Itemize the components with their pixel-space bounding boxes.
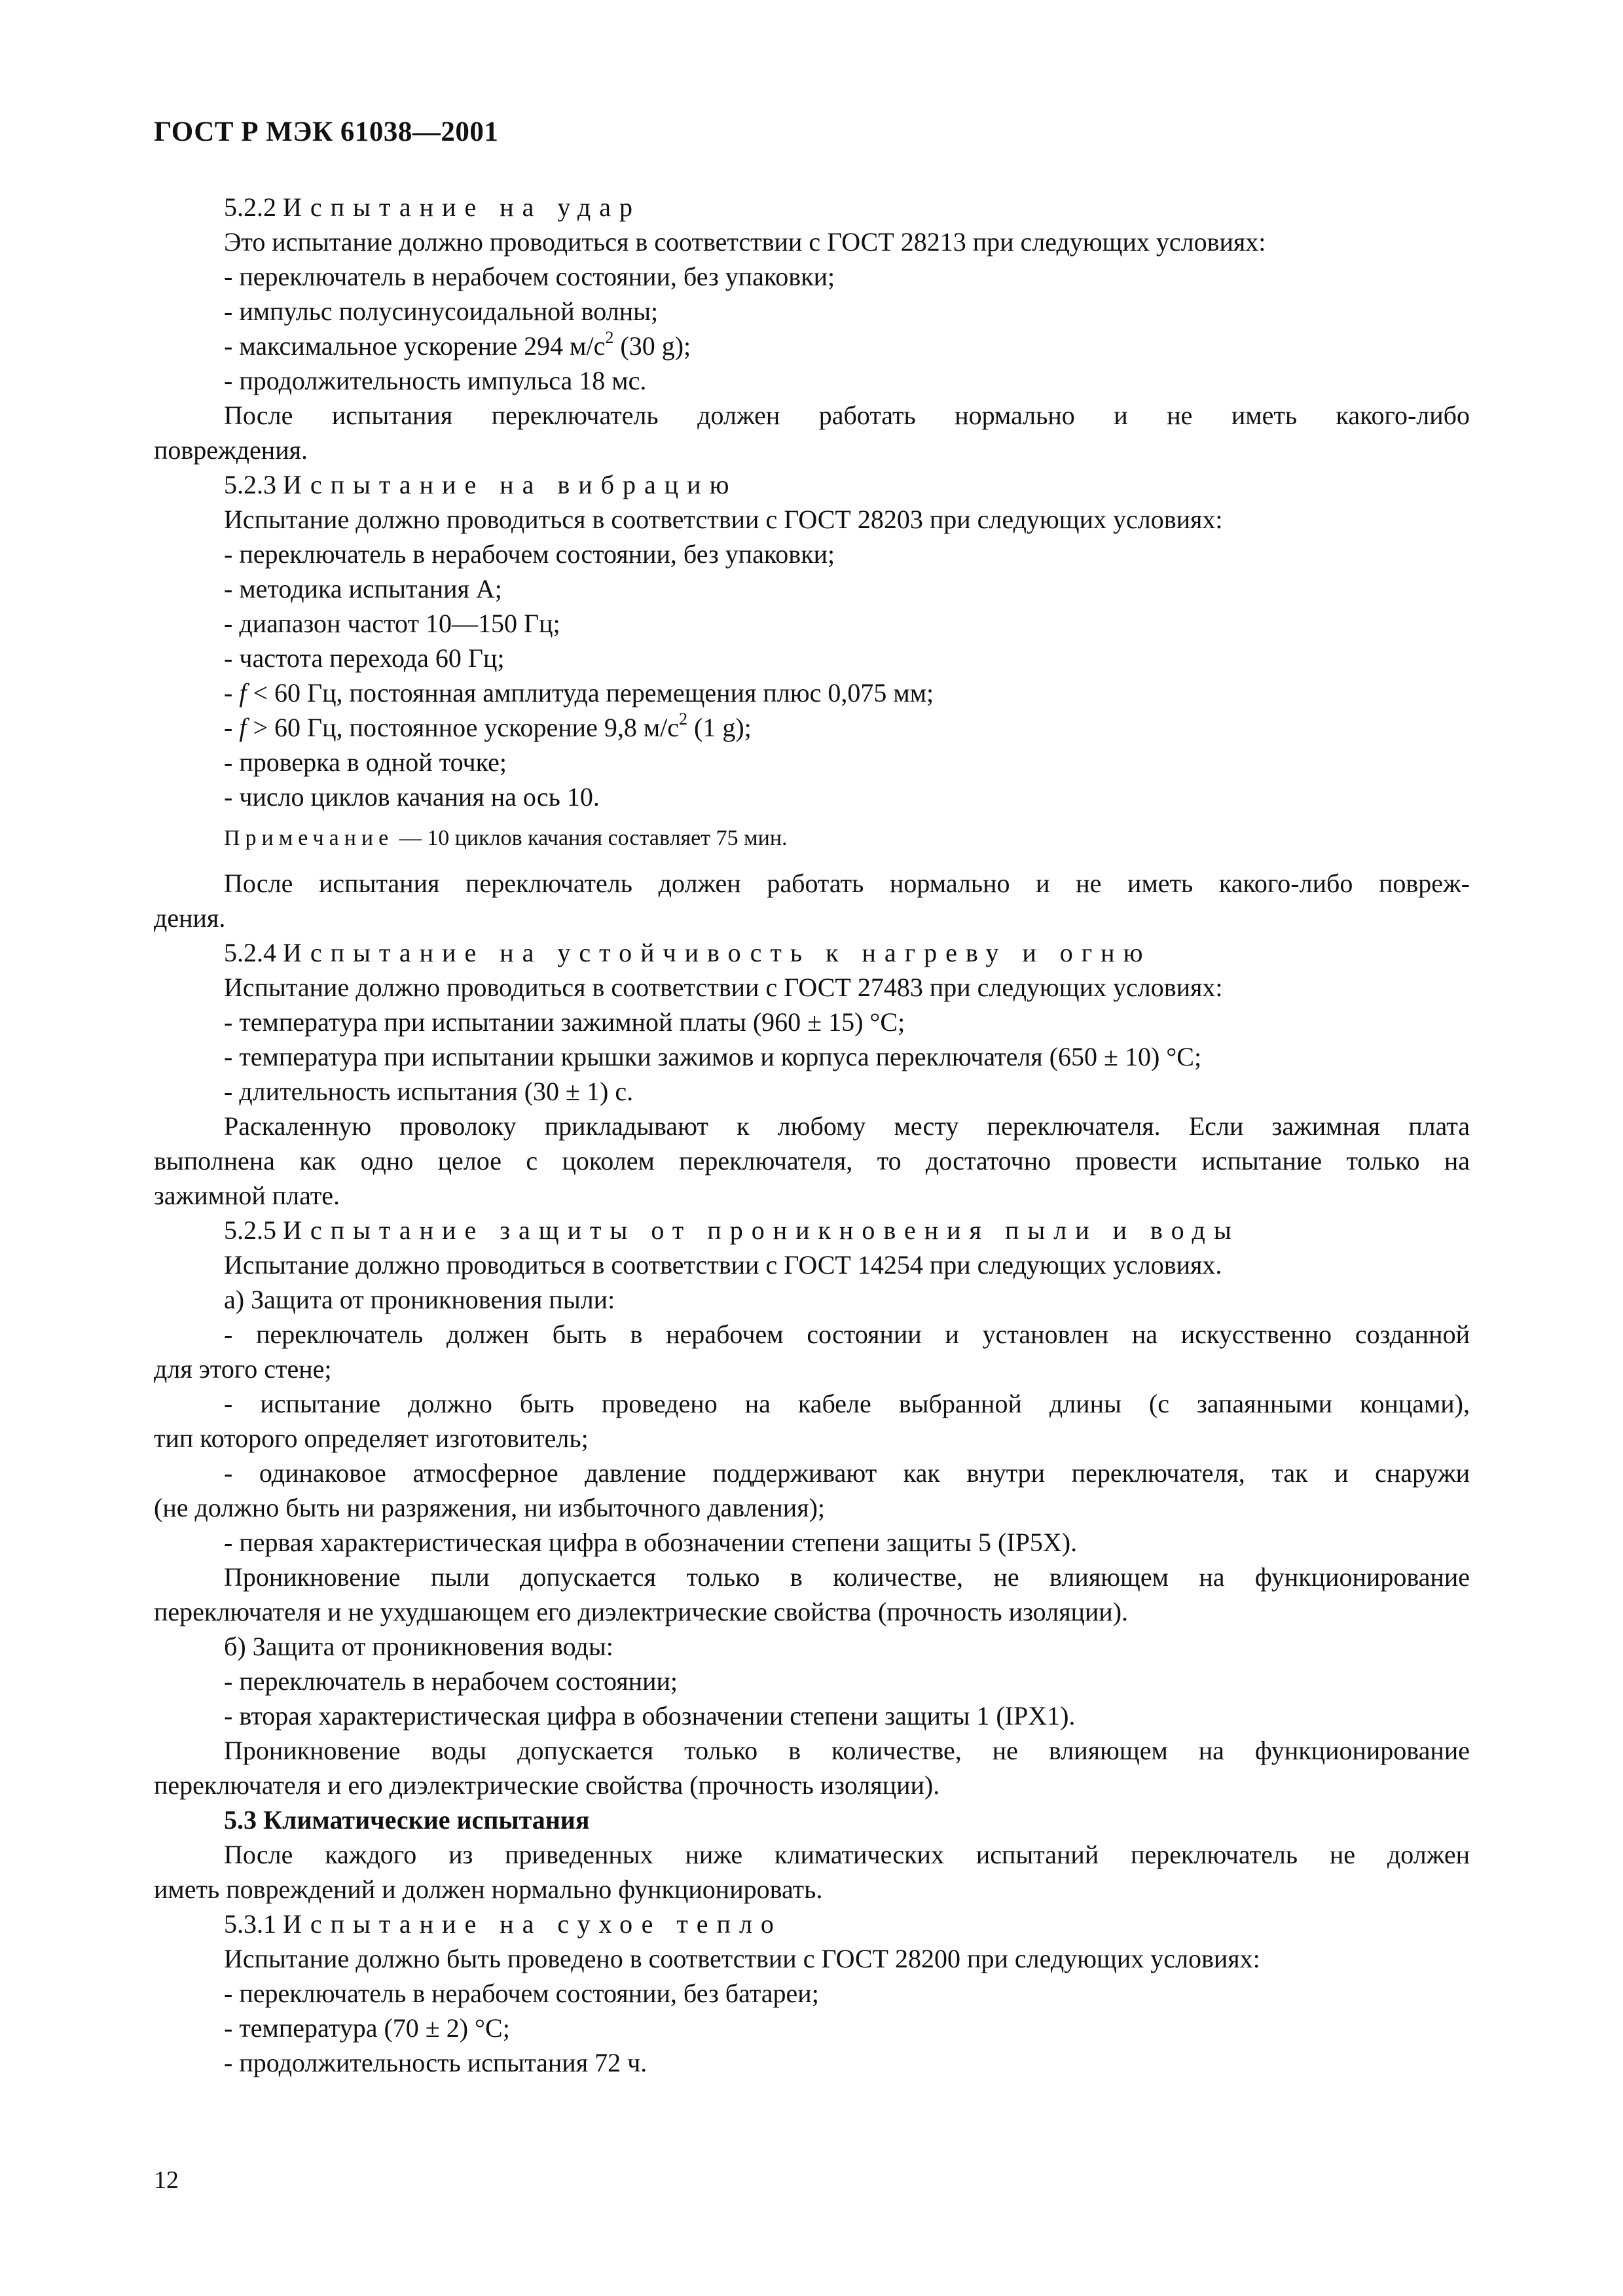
document-header: ГОСТ Р МЭК 61038—2001 xyxy=(154,117,499,147)
list-item: - проверка в одной точке; xyxy=(224,747,507,777)
list-item-text: - максимальное ускорение 294 м/с xyxy=(224,331,606,361)
paragraph-line: переключателя и не ухудшающем его диэлектрические свойства (прочность изоляции). xyxy=(154,1597,1129,1626)
list-item: - вторая характеристическая цифра в обозначении степени защиты 1 (IPX1). xyxy=(224,1701,1076,1731)
list-item: - переключатель в нерабочем состоянии, без упаковки; xyxy=(224,539,835,569)
list-item-text: > 60 Гц, постоянное ускорение 9,8 м/с xyxy=(246,713,679,742)
section-heading-5-3: 5.3 Климатические испытания xyxy=(224,1805,590,1835)
paragraph: Испытание должно проводиться в соответствии с ГОСТ 27483 при следующих условиях: xyxy=(224,973,1223,1002)
list-item-line: для этого стене; xyxy=(154,1354,332,1384)
list-item: - переключатель в нерабочем состоянии, без батареи; xyxy=(224,1979,819,2008)
list-item: - первая характеристическая цифра в обозначении степени защиты 5 (IP5X). xyxy=(224,1528,1078,1557)
list-item-text: (1 g); xyxy=(687,713,752,742)
list-item xyxy=(154,329,1470,363)
superscript: 2 xyxy=(679,709,687,728)
paragraph-line: дения. xyxy=(154,903,226,933)
list-item: - продолжительность испытания 72 ч. xyxy=(224,2048,647,2077)
list-item-text: < 60 Гц, постоянная амплитуда перемещения плюс 0,075 мм; xyxy=(246,678,934,708)
sub-item-heading: а) Защита от проникновения пыли: xyxy=(224,1285,615,1314)
paragraph-line: зажимной плате. xyxy=(154,1181,340,1210)
list-item: - продолжительность импульса 18 мс. xyxy=(224,366,647,395)
superscript: 2 xyxy=(605,327,614,347)
list-item-dash: - xyxy=(224,678,240,708)
section-heading-5-2-2 xyxy=(154,190,1470,224)
list-item: - температура при испытании зажимной платы (960 ± 15) °С; xyxy=(224,1007,905,1037)
section-heading-5-2-5 xyxy=(154,1213,1470,1247)
list-item: - диапазон частот 10—150 Гц; xyxy=(224,609,560,638)
paragraph-line: После испытания переключатель должен работать нормально и не иметь какого-либо xyxy=(224,401,1470,430)
paragraph: Испытание должно проводиться в соответствии с ГОСТ 14254 при следующих условиях. xyxy=(224,1250,1222,1280)
paragraph: Это испытание должно проводиться в соответствии с ГОСТ 28213 при следующих условиях: xyxy=(224,227,1266,257)
list-item xyxy=(154,675,1470,710)
section-title: Испытание защиты от проникновения пыли и воды xyxy=(283,1215,1240,1245)
list-item: - температура (70 ± 2) °С; xyxy=(224,2013,510,2043)
paragraph-line: Раскаленную проволоку прикладывают к любому месту переключателя. Если зажимная плата xyxy=(224,1111,1470,1141)
list-item: - длительность испытания (30 ± 1) с. xyxy=(224,1077,634,1106)
list-item-line: - переключатель должен быть в нерабочем состоянии и установлен на искусственно созданной xyxy=(224,1319,1470,1349)
list-item: - методика испытания А; xyxy=(224,574,502,603)
list-item-line: тип которого определяет изготовитель; xyxy=(154,1424,589,1453)
page-number: 12 xyxy=(154,2166,179,2194)
section-heading-5-3-1 xyxy=(154,1907,1470,1941)
sub-item-heading: б) Защита от проникновения воды: xyxy=(224,1632,613,1661)
section-title: Испытание на удар xyxy=(283,192,641,222)
section-number: 5.2.5 xyxy=(224,1215,276,1245)
section-number: 5.2.3 xyxy=(224,470,276,499)
note xyxy=(154,821,1470,855)
list-item-text: (30 g); xyxy=(613,331,691,361)
list-item: - переключатель в нерабочем состоянии; xyxy=(224,1666,678,1696)
paragraph-line: Проникновение пыли допускается только в количестве, не влияющем на функционирование xyxy=(224,1562,1470,1592)
list-item: - число циклов качания на ось 10. xyxy=(224,782,600,812)
frequency-symbol: f xyxy=(239,713,247,742)
list-item: - частота перехода 60 Гц; xyxy=(224,643,505,673)
list-item-dash: - xyxy=(224,713,240,742)
paragraph-line: После испытания переключатель должен работать нормально и не иметь какого-либо повреж- xyxy=(224,869,1470,898)
note-label: Примечание xyxy=(224,826,394,850)
list-item: - переключатель в нерабочем состоянии, без упаковки; xyxy=(224,262,835,291)
paragraph-line: Проникновение воды допускается только в количестве, не влияющем на функционирование xyxy=(224,1736,1470,1765)
list-item: - температура при испытании крышки зажимов и корпуса переключателя (650 ± 10) °С; xyxy=(224,1042,1202,1071)
section-number: 5.3.1 xyxy=(224,1909,276,1939)
list-item-line: (не должно быть ни разряжения, ни избыточного давления); xyxy=(154,1493,826,1522)
section-title: Испытание на вибрацию xyxy=(283,470,738,499)
section-heading-5-2-3 xyxy=(154,467,1470,502)
document-body xyxy=(154,190,1470,2080)
section-number: 5.2.4 xyxy=(224,938,276,967)
frequency-symbol: f xyxy=(239,678,247,708)
list-item xyxy=(154,710,1470,745)
paragraph-line: переключателя и его диэлектрические свойства (прочность изоляции). xyxy=(154,1770,940,1800)
list-item: - импульс полусинусоидальной волны; xyxy=(224,296,659,326)
section-title: Испытание на сухое тепло xyxy=(283,1909,782,1939)
list-item-line: - испытание должно быть проведено на кабеле выбранной длины (с запаянными концами), xyxy=(224,1389,1470,1418)
note-text: — 10 циклов качания составляет 75 мин. xyxy=(393,826,788,850)
section-number: 5.2.2 xyxy=(224,192,276,222)
paragraph-line: иметь повреждений и должен нормально функционировать. xyxy=(154,1874,823,1904)
list-item-line: - одинаковое атмосферное давление поддерживают как внутри переключателя, так и снаружи xyxy=(224,1458,1470,1488)
paragraph: Испытание должно проводиться в соответствии с ГОСТ 28203 при следующих условиях: xyxy=(224,505,1223,534)
paragraph: Испытание должно быть проведено в соответствии с ГОСТ 28200 при следующих условиях: xyxy=(224,1944,1260,1973)
paragraph-line: После каждого из приведенных ниже климатических испытаний переключатель не должен xyxy=(224,1840,1470,1869)
paragraph-line: повреждения. xyxy=(154,435,308,465)
section-heading-5-2-4 xyxy=(154,935,1470,970)
section-title: Испытание на устойчивость к нагреву и огню xyxy=(283,938,1152,967)
paragraph-line: выполнена как одно целое с цоколем переключателя, то достаточно провести испытание только на xyxy=(154,1146,1470,1175)
